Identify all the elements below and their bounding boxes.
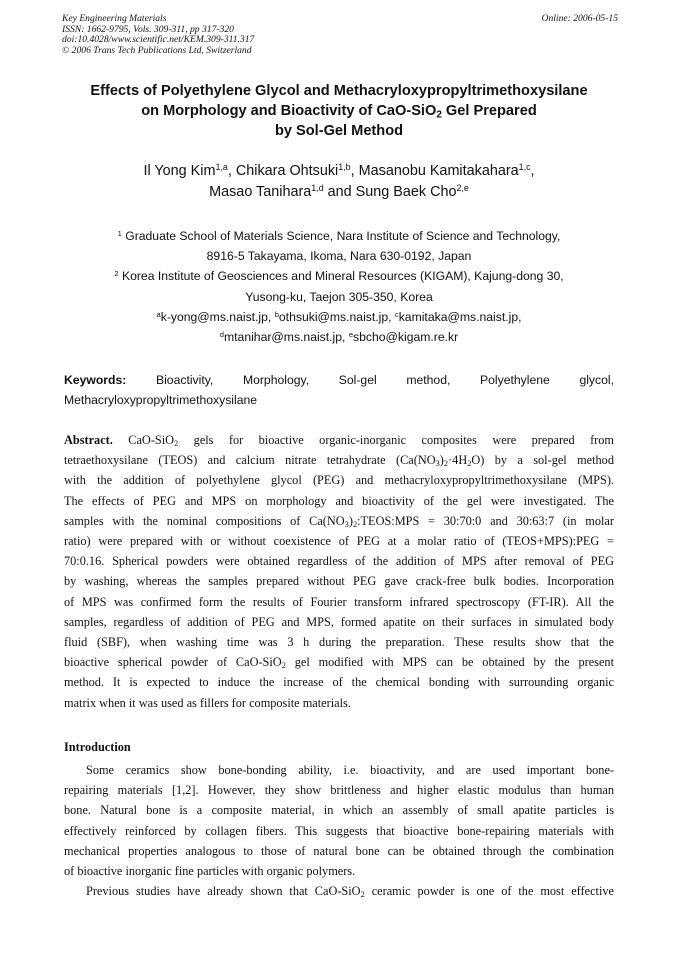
author-name: , Masanobu Kamitakahara: [350, 163, 519, 179]
email-mark: b: [274, 309, 279, 319]
keywords-line-1: [64, 370, 614, 390]
abstract-line: samples, regardless of addition of PEG and MPS, formed apatite on their surfaces in simulated body: [64, 614, 614, 629]
intro-line: of bioactive inorganic fine particles with organic polymers.: [64, 864, 356, 879]
introduction-body: [64, 760, 614, 901]
email-address: kamitaka@ms.naist.jp,: [398, 309, 522, 324]
title-line-2: [40, 101, 638, 121]
text: ·4H: [448, 453, 468, 468]
email-mark: a: [156, 309, 161, 319]
text: ): [348, 513, 353, 528]
journal-name: Key Engineering Materials: [62, 13, 167, 24]
text: O) by a sol-gel method: [471, 453, 614, 468]
section-heading-introduction: Introduction: [64, 740, 131, 754]
keywords-line-2: Methacryloxypropyltrimethoxysilane: [64, 393, 258, 407]
abstract-line: [64, 511, 614, 531]
email-line-2: [40, 327, 638, 347]
abstract-line: [64, 652, 614, 672]
author-name: and Sung Baek Cho: [323, 184, 457, 200]
abstract: [64, 430, 614, 713]
abstract-line: [64, 450, 614, 470]
text: samples with the nominal compositions of Ca(NO: [64, 513, 345, 528]
abstract-label: Abstract.: [64, 433, 113, 447]
doi-line: doi:10.4028/www.scientific.net/KEM.309-311.317: [62, 34, 255, 46]
separator: ,: [530, 163, 535, 179]
keywords-label: Keywords:: [64, 373, 127, 387]
text: bioactive spherical powder of CaO-SiO: [64, 655, 282, 670]
subscript: 2: [436, 109, 442, 121]
text: :TEOS:MPS = 30:70:0 and 30:63:7 (in molar: [357, 513, 614, 528]
abstract-line: method. It is expected to induce the increase of the chemical bonding with surrounding organic: [64, 675, 614, 690]
paper-title: [40, 81, 638, 141]
abstract-line: with the addition of polyethylene glycol (PEG) and methacryloxypropyltrimethoxysilane (MPS).: [64, 473, 614, 488]
subscript: 2: [352, 519, 358, 529]
author-affil-mark: 1,b: [338, 162, 351, 173]
affil-number: 1: [117, 228, 122, 238]
intro-line: Some ceramics show bone-bonding ability, i.e. bioactivity, and are used important bone-: [86, 763, 614, 777]
intro-line: bone. Natural bone is a composite material, in which an assembly of small apatite particles is: [64, 803, 614, 818]
author-affil-mark: 1,d: [311, 183, 324, 194]
text: ceramic powder is one of the most effective: [364, 884, 614, 899]
email-mark: e: [348, 329, 354, 339]
email-address: mtanihar@ms.naist.jp,: [224, 330, 349, 345]
text: gel modified with MPS can be obtained by the present: [285, 655, 614, 670]
author-name: Il Yong Kim: [143, 163, 216, 179]
subscript: 2: [443, 459, 449, 469]
issn-line: ISSN: 1662-9795, Vols. 309-311, pp 317-320: [62, 23, 234, 35]
affil-text: Graduate School of Materials Science, Nara Institute of Science and Technology,: [121, 229, 561, 243]
abstract-line: The effects of PEG and MPS on morphology and bioactivity of the gel were investigated. The: [64, 493, 614, 508]
subscript: 2: [467, 459, 472, 469]
title-text: Gel Prepared: [441, 103, 537, 119]
email-line-1: [40, 307, 638, 327]
affiliation-2-address: Yusong-ku, Taejon 305-350, Korea: [245, 289, 433, 304]
title-text: on Morphology and Bioactivity of CaO-SiO: [141, 103, 437, 119]
text: gels for bioactive organic-inorganic composites were prepared from: [178, 433, 614, 447]
subscript: 2: [281, 661, 286, 671]
abstract-line: fluid (SBF), when washing time was 3 h during the preparation. These results show that the: [64, 635, 614, 650]
author-list: [40, 161, 638, 203]
affil-text: Korea Institute of Geosciences and Mineral Resources (KIGAM), Kajung-dong 30,: [118, 269, 564, 284]
email-address: k-yong@ms.naist.jp,: [160, 309, 275, 324]
intro-line: effectively reinforced by collagen fibers. This suggests that bioactive bone-repairing materials with: [64, 823, 614, 838]
intro-line: [64, 881, 614, 901]
author-line-1: [40, 161, 638, 182]
affiliation-2: [40, 266, 638, 286]
title-line-1: Effects of Polyethylene Glycol and Methacryloxypropyltrimethoxysilane: [90, 83, 588, 99]
copyright-line: © 2006 Trans Tech Publications Ltd, Switzerland: [62, 44, 252, 56]
online-date: Online: 2006-05-15: [541, 13, 618, 24]
subscript: 2: [360, 890, 365, 900]
text: Previous studies have already shown that CaO-SiO: [86, 884, 361, 899]
author-affil-mark: 1,a: [215, 162, 228, 173]
author-name: , Chikara Ohtsuki: [227, 163, 339, 179]
affil-number: 2: [114, 269, 119, 279]
affiliation-1: [40, 226, 638, 246]
author-line-2: [40, 182, 638, 203]
email-mark: d: [219, 329, 224, 339]
text: tetraethoxysilane (TEOS) and calcium nitrate tetrahydrate (Ca(NO: [64, 453, 436, 468]
abstract-line: [64, 430, 614, 450]
journal-header: [62, 14, 618, 56]
intro-line: repairing materials [1,2]. However, they show brittleness and higher elastic modulus than human: [64, 783, 614, 798]
abstract-line: by washing, whereas the samples prepared without PEG gave crack-free bulk bodies. Incorporation: [64, 574, 614, 589]
intro-line: mechanical properties analogous to those of natural bone can be obtained through the combination: [64, 843, 614, 858]
abstract-line: ratio) were prepared with or without coexistence of PEG at a molar ratio of (TEOS+MPS):PEG =: [64, 534, 614, 549]
email-mark: c: [394, 309, 399, 319]
author-affil-mark: 2,e: [456, 183, 469, 194]
email-address: othsuki@ms.naist.jp,: [278, 309, 395, 324]
subscript: 2: [174, 439, 179, 449]
subscript: 3: [344, 519, 349, 529]
abstract-line: matrix when it was used as fillers for composite materials.: [64, 695, 351, 710]
affiliations: [40, 226, 638, 347]
affiliation-1-address: 8916-5 Takayama, Ikoma, Nara 630-0192, Japan: [206, 249, 472, 264]
subscript: 3: [435, 459, 440, 469]
text: ): [439, 453, 444, 468]
abstract-line: 70:0.16. Spherical powders were obtained regardless of the addition of MPS after removal of PEG: [64, 554, 614, 569]
text: CaO-SiO: [112, 433, 175, 447]
title-line-3: by Sol-Gel Method: [274, 123, 404, 139]
author-name: Masao Tanihara: [209, 184, 312, 200]
keywords-text: Bioactivity, Morphology, Sol-gel method, Polyethylene glycol,: [126, 373, 614, 387]
abstract-line: of MPS was confirmed form the results of Fourier transform infrared spectroscopy (FT-IR). All the: [64, 594, 614, 609]
author-affil-mark: 1,c: [518, 162, 531, 173]
email-address: sbcho@kigam.re.kr: [353, 330, 459, 345]
